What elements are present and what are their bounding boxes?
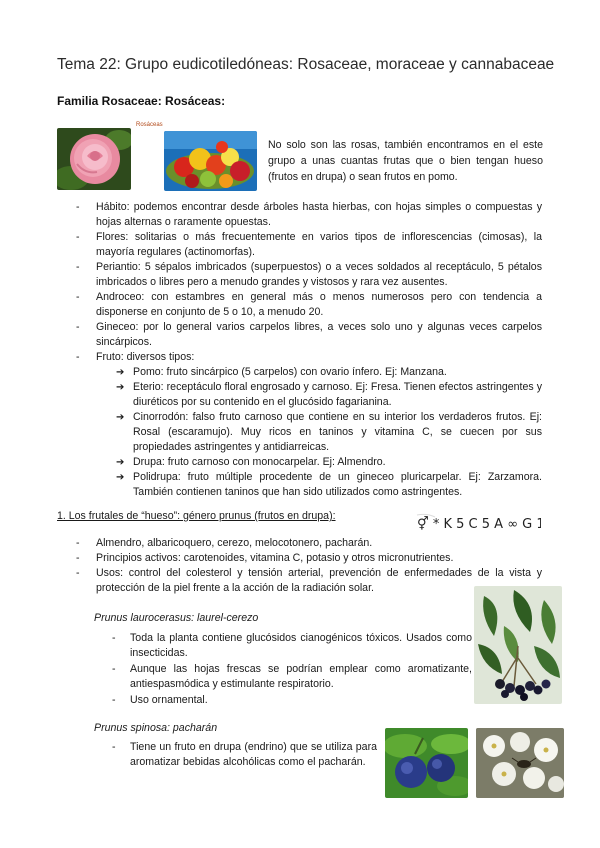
list-item: ➔ Polidrupa: fruto múltiple procedente de un gineceo pluricarpelar. Ej: Zarzamora. También contienen taninos que han sido utilizados como astringentes.	[116, 471, 542, 498]
species-heading-spinosa: Prunus spinosa: pacharán	[94, 722, 218, 734]
list-item: - Uso ornamental.	[112, 694, 208, 706]
characteristics-list	[76, 200, 542, 500]
fruit-types-list	[96, 365, 542, 500]
species-heading-laurocerasus: Prunus laurocerasus: laurel-cerezo	[94, 612, 259, 624]
floral-formula-text: ⚥ * K 5 C 5 A ∞ G 1	[417, 517, 541, 532]
image-caption: Rosáceas	[136, 122, 163, 128]
list-item: - Gineceo: por lo general varios carpelos libres, a veces solo uno y algunas veces carpelos sincárpicos.	[76, 321, 542, 348]
list-item: - Almendro, albaricoquero, cerezo, melocotonero, pacharán.	[76, 537, 373, 549]
prunus-list	[76, 536, 542, 596]
arrow-icon: ➔	[116, 472, 125, 483]
list-item: - Usos: control del colesterol y tensión arterial, prevención de enfermedades de la vista y protección de la piel frente a la acción de la radiación solar.	[76, 567, 542, 594]
arrow-icon: ➔	[116, 382, 125, 393]
list-item: - Flores: solitarias o más frecuentemente en varios tipos de inflorescencias (cimosas), la mayoría regulares (actinomorfas).	[76, 231, 542, 258]
floral-formula	[413, 511, 541, 533]
arrow-icon: ➔	[116, 367, 125, 378]
family-heading: Familia Rosaceae: Rosáceas:	[57, 94, 226, 108]
laurocerasus-list	[112, 631, 472, 709]
fruits-photo	[164, 131, 257, 191]
list-item: ➔ Cinorrodón: falso fruto carnoso que contiene en su interior los verdaderos frutos. Ej: Rosal (escaramujo). Muy ricos en taninos y vitamina C, se cuecen por sus propiedades astringentes y antidiarreicas.	[116, 411, 542, 453]
page-title: Tema 22: Grupo eudicotiledóneas: Rosaceae, moraceae y cannabaceae	[57, 56, 555, 73]
list-item: - Periantio: 5 sépalos imbricados (superpuestos) o a veces soldados al receptáculo, 5 pétalos imbricados o libres pero a menudo grandes y vistosos y rara vez ausentes.	[76, 261, 542, 288]
list-item: - Fruto: diversos tipos: ➔ Pomo: fruto sincárpico (5 carpelos) con ovario ínfero. Ej: Manzana. ➔ Eterio: receptáculo floral engrosado y carnoso. Ej: Fresa. Tienen efectos astringentes y diuréticos por su contenido en el glucósido fagarianina. ➔ Cinorrodón: falso fruto carnoso que contiene en su interior los verdaderos frutos. Ej: Rosal (escaramujo). Muy ricos en taninos y vitamina C, se cuecen por sus propiedades astringentes y antidiarreicas. ➔ Drupa: fruto carnoso con monocarpelar. Ej: Almendro. ➔ Polidrupa: fruto múltiple procedente de un gineceo pluricarpelar. Ej: Zarzamora. También contienen taninos que han sido utilizados como astringentes.	[76, 351, 542, 498]
list-item: - Toda la planta contiene glucósidos cianogénicos tóxicos. Usados como insecticidas.	[112, 632, 472, 659]
laurel-cherry-photo	[474, 586, 562, 704]
list-item: ➔ Drupa: fruto carnoso con monocarpelar. Ej: Almendro.	[116, 456, 386, 468]
list-item: ➔ Eterio: receptáculo floral engrosado y carnoso. Ej: Fresa. Tienen efectos astringentes y diuréticos por su contenido en el glucósido fagarianina.	[116, 381, 542, 408]
intro-paragraph: No solo son las rosas, también encontramos en el este grupo a unas cuantas frutas que o bien tengan hueso (frutos en drupa) o sean frutos en pomo.	[268, 139, 543, 183]
arrow-icon: ➔	[116, 457, 125, 468]
spinosa-list	[112, 740, 377, 771]
sloe-berries-photo	[385, 728, 468, 798]
list-item: ➔ Pomo: fruto sincárpico (5 carpelos) con ovario ínfero. Ej: Manzana.	[116, 366, 447, 378]
list-item: - Tiene un fruto en drupa (endrino) que se utiliza para aromatizar bebidas alcohólicas como el pacharán.	[112, 741, 377, 768]
list-item: - Aunque las hojas frescas se podrían emplear como aromatizante, antiespasmódica y estimulante respiratorio.	[112, 663, 472, 690]
list-item: - Androceo: con estambres en general más o menos numerosos pero con tendencia a disponerse en conjunto de 5 o 10, a menudo 20.	[76, 291, 542, 318]
rose-photo	[57, 128, 131, 190]
list-item: - Principios activos: carotenoides, vitamina C, potasio y otros micronutrientes.	[76, 552, 454, 564]
list-item: - Hábito: podemos encontrar desde árboles hasta hierbas, con hojas simples o compuestas y hojas alternas o raramente opuestas.	[76, 201, 542, 228]
arrow-icon: ➔	[116, 412, 125, 423]
section-heading-prunus: 1. Los frutales de “hueso”: género prunus (frutos en drupa):	[57, 510, 336, 522]
blossom-photo	[476, 728, 564, 798]
